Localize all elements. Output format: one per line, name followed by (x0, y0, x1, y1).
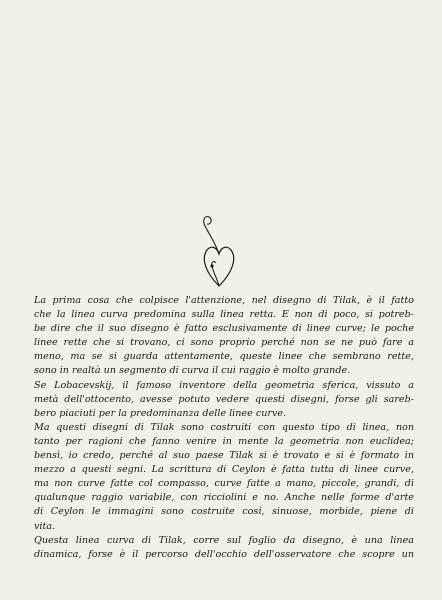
text-line: tanto per ragioni che fanno venire in mente la geometria non euclidea; (34, 435, 414, 447)
text-line: ma non curve fatte col compasso, curve fatte a mano, piccole, grandi, di (34, 478, 414, 490)
text-line: bensì, io credo, perché al suo paese Tilak si è trovato e si è formato in (34, 450, 414, 462)
text-line: Ma questi disegni di Tilak sono costruiti con questo tipo di linea, non (34, 421, 414, 433)
text-line: che la linea curva predomina sulla linea retta. E non di poco, si potreb- (34, 309, 414, 321)
text-line: linee rette che si trovano, ci sono proprio perché non se ne può fare a (34, 337, 414, 349)
text-line: Se Lobacevskij, il famoso inventore della geometria sferica, vissuto a (34, 379, 414, 391)
paragraph-3 (34, 421, 414, 534)
text-line: mezzo a questi segni. La scrittura di Ceylon è fatta tutta di linee curve, (34, 464, 414, 476)
paragraph-4 (34, 534, 414, 562)
text-line: be dire che il suo disegno è fatto esclusivamente di linee curve; le poche (34, 323, 414, 335)
text-line: vita. (34, 520, 56, 532)
text-line: metà dell'ottocento, avesse potuto vedere questi disegni, forse gli sareb- (34, 393, 414, 405)
body-text (34, 294, 414, 562)
text-line: di Ceylon le immagini sono costruite così, sinuose, morbide, piene di (34, 506, 414, 518)
text-line: bero piaciuti per la predominanza delle linee curve. (34, 407, 287, 419)
heart-flourish-icon (195, 212, 243, 290)
text-line: qualunque raggio variabile, con ricciolini e no. Anche nelle forme d'arte (34, 492, 414, 504)
text-line: sono in realtà un segmento di curva il cui raggio è molto grande. (34, 365, 351, 377)
text-line: La prima cosa che colpisce l'attenzione, nel disegno di Tilak, è il fatto (34, 295, 414, 306)
paragraph-2 (34, 379, 414, 421)
text-line: Questa linea curva di Tilak, corre sul foglio da disegno, è una linea (34, 534, 414, 546)
text-line: meno, ma se si guarda attentamente, queste linee che sembrano rette, (34, 351, 414, 363)
paragraph-1 (34, 294, 414, 379)
text-line: dinamica, forse è il percorso dell'occhio dell'osservatore che scopre un (34, 548, 414, 560)
